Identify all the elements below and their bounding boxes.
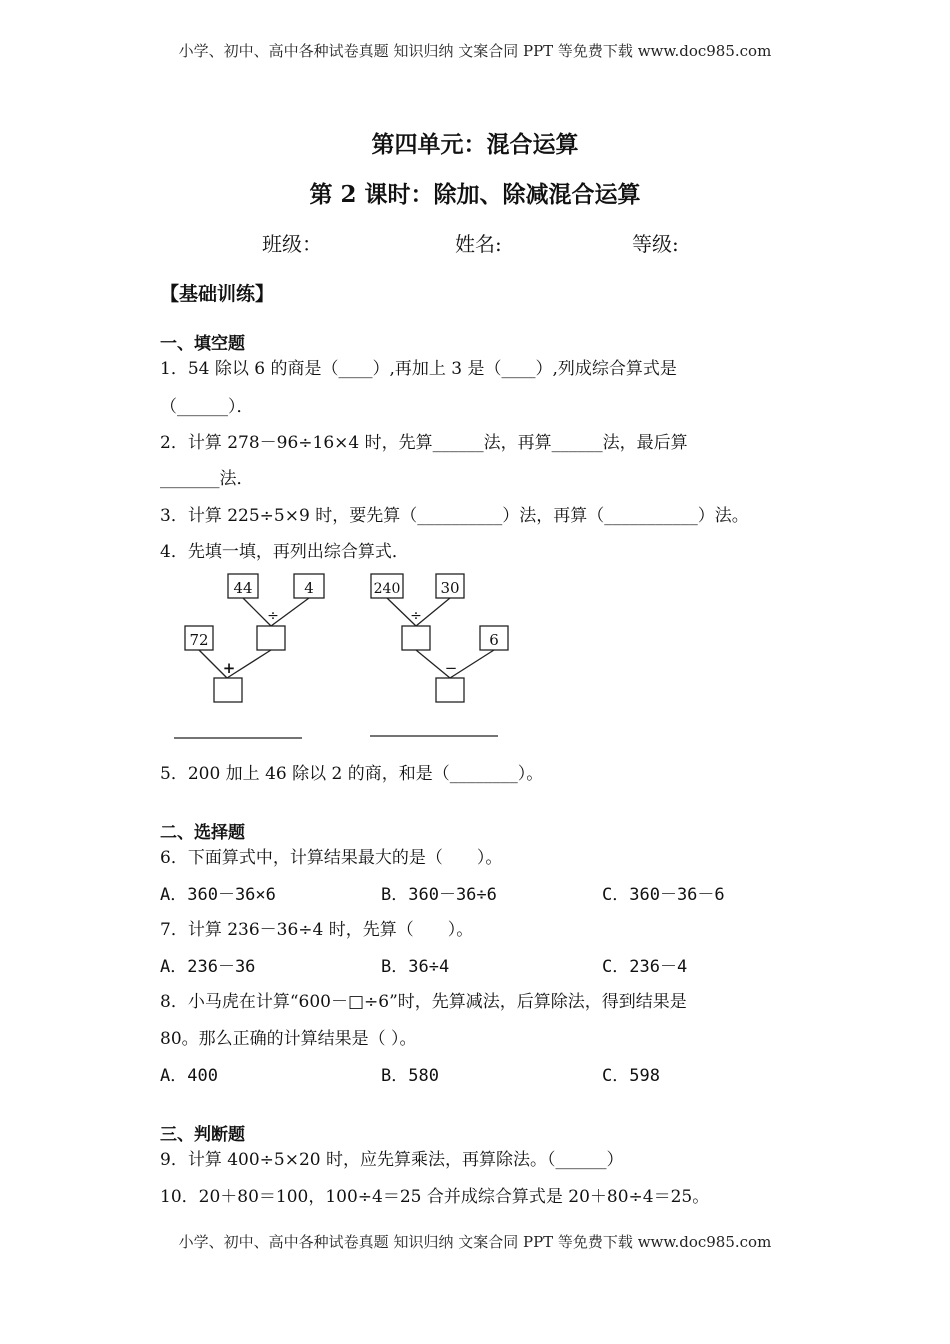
tree-1 <box>174 574 324 738</box>
question-5: 5．200 加上 46 除以 2 的商，和是（________）。 <box>160 764 544 784</box>
page-footer: 小学、初中、高中各种试卷真题 知识归纳 文案合同 PPT 等免费下载 www.doc985.com <box>178 1233 772 1251</box>
tree-1-top-left: 44 <box>233 579 253 597</box>
question-8-option-a: A．400 <box>160 1066 218 1086</box>
question-10: 10．20＋80＝100，100÷4＝25 合并成综合算式是 20＋80÷4＝25。 <box>160 1187 710 1207</box>
question-1-line-2: （______）． <box>160 397 254 417</box>
question-8-option-b: B．580 <box>381 1066 439 1086</box>
tree-1-operator-2: + <box>222 659 236 677</box>
question-6-option-a: A．360－36×6 <box>160 885 276 905</box>
question-4: 4．先填一填，再列出综合算式． <box>160 542 409 562</box>
question-2-line-2: _______法． <box>160 469 254 489</box>
basic-training-heading: 【基础训练】 <box>160 283 275 305</box>
question-7-option-b: B．36÷4 <box>381 957 450 977</box>
grade-label: 等级: <box>632 232 679 256</box>
question-6-option-c: C．360－36－6 <box>602 885 725 905</box>
page-header: 小学、初中、高中各种试卷真题 知识归纳 文案合同 PPT 等免费下载 www.doc985.com <box>178 42 772 60</box>
question-9: 9．计算 400÷5×20 时，应先算乘法，再算除法。（______） <box>160 1150 624 1170</box>
tree-1-operator-1: ÷ <box>267 608 279 624</box>
question-8-line-2: 80。那么正确的计算结果是（ ）。 <box>160 1029 417 1049</box>
tree-1-top-right: 4 <box>304 579 314 597</box>
calculation-trees <box>168 568 528 748</box>
question-7: 7．计算 236－36÷4 时，先算（ ）。 <box>160 920 474 940</box>
unit-title: 第四单元：混合运算 <box>371 131 579 158</box>
question-8-option-c: C．598 <box>602 1066 660 1086</box>
class-label: 班级： <box>262 232 322 256</box>
lesson-title: 第 2 课时：除加、除减混合运算 <box>309 181 641 208</box>
question-8-line-1: 8．小马虎在计算“600－□÷6”时，先算减法，后算除法，得到结果是 <box>160 992 687 1012</box>
tree-2-side: 6 <box>489 631 499 649</box>
question-1-line-1: 1．54 除以 6 的商是（____）,再加上 3 是（____）,列成综合算式是 <box>160 359 677 379</box>
question-2-line-1: 2．计算 278－96÷16×4 时，先算______法，再算______法，最后算 <box>160 433 688 453</box>
section-choice-heading: 二、选择题 <box>160 823 245 843</box>
question-3: 3．计算 225÷5×9 时，要先算（__________）法，再算（___________）法。 <box>160 506 749 526</box>
tree-2 <box>370 574 508 736</box>
tree-2-top-left: 240 <box>373 581 401 597</box>
tree-2-top-right: 30 <box>440 579 460 597</box>
section-fill-heading: 一、填空题 <box>160 334 245 354</box>
tree-2-operator-2: − <box>444 659 458 677</box>
section-judge-heading: 三、判断题 <box>160 1125 245 1145</box>
question-6: 6．下面算式中，计算结果最大的是（ ）。 <box>160 848 503 868</box>
tree-1-side: 72 <box>189 631 209 649</box>
question-7-option-a: A．236－36 <box>160 957 256 977</box>
question-6-option-b: B．360－36÷6 <box>381 885 497 905</box>
question-7-option-c: C．236－4 <box>602 957 688 977</box>
tree-2-operator-1: ÷ <box>410 608 422 624</box>
name-label: 姓名: <box>455 232 502 256</box>
